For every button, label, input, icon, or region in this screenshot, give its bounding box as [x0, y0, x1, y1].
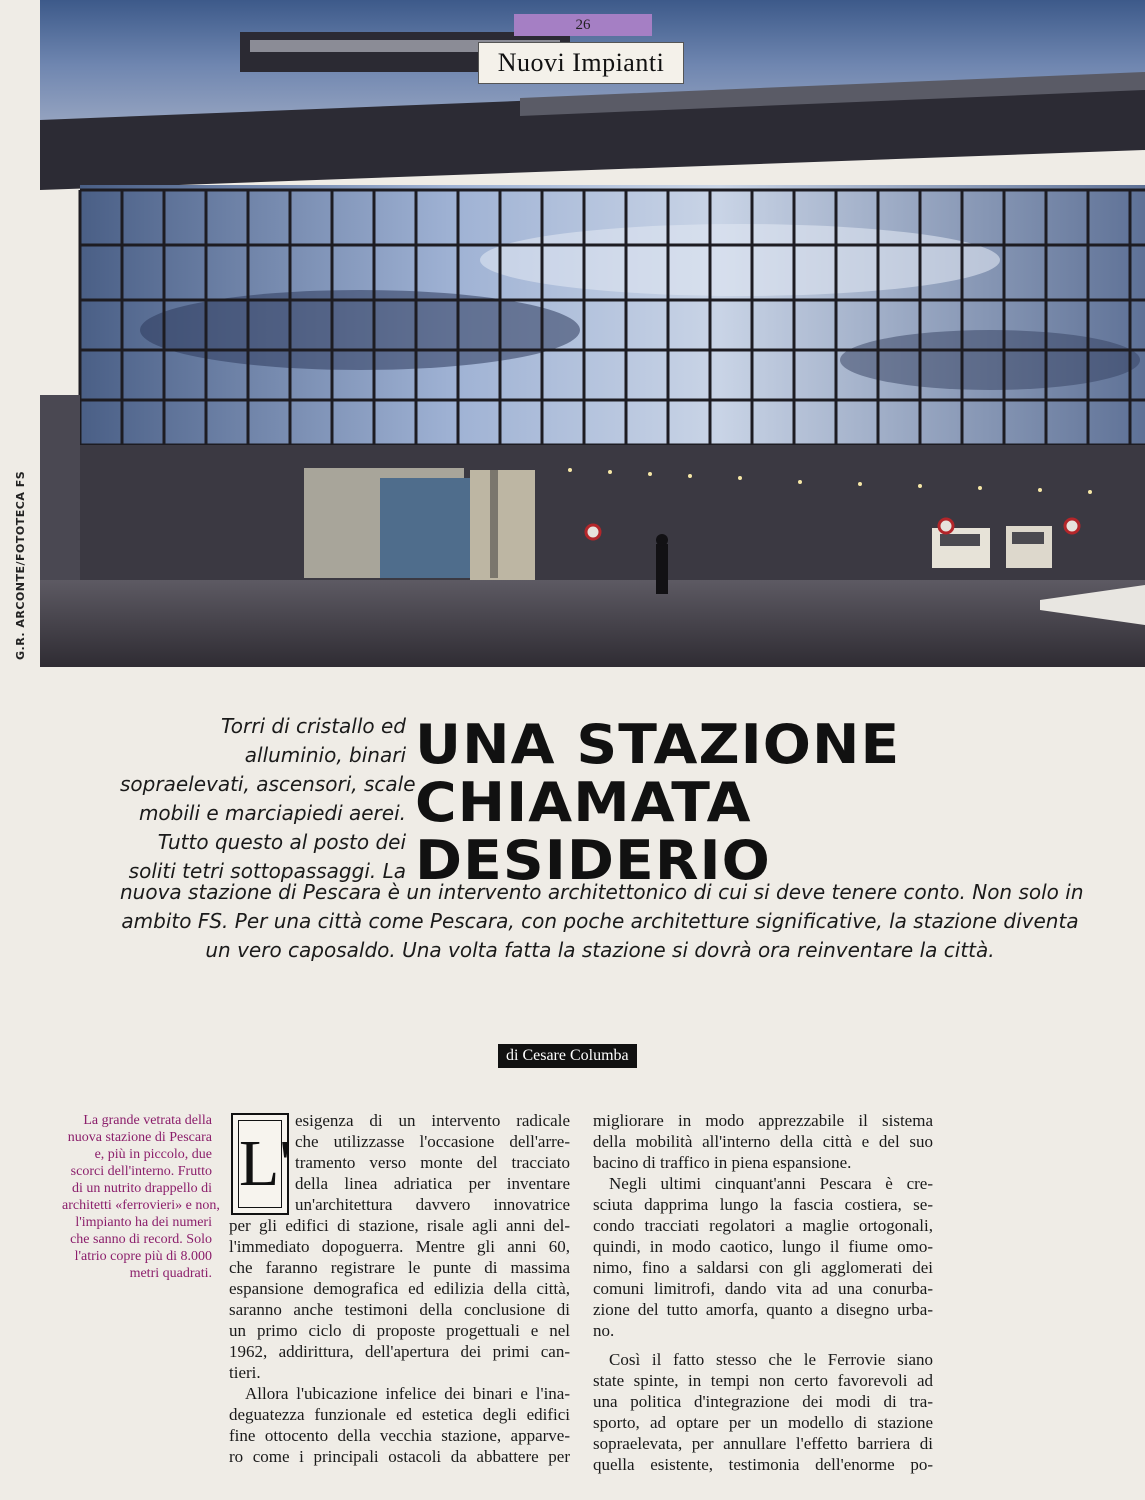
standfirst-line: nuova stazione di Pescara è un intervento architettonico di cui si deve tenere conto. Non solo in: [120, 880, 1084, 904]
photo-credit: G.R. ARCONTE/FOTOTECA FS: [14, 470, 27, 660]
standfirst-continuation: [120, 878, 1084, 965]
body-line: che faranno registrare le punte di massima: [229, 1258, 570, 1277]
body-line: state spinte, in tempi non certo favorevoli ad: [593, 1371, 933, 1390]
body-line: sciuta dapprima lungo la fascia costiera, se-: [593, 1195, 933, 1214]
body-line: comuni limitrofi, dando vita ad una conurba-: [593, 1279, 933, 1298]
headline: [415, 713, 901, 892]
caption-line: metri quadrati.: [129, 1266, 212, 1281]
body-line: una politica d'integrazione dei modi di tra-: [593, 1392, 933, 1411]
body-line: quindi, in modo caotico, lungo il fiume omo-: [593, 1237, 933, 1256]
body-line: condo tracciati regolatori a maglie ortogonali,: [593, 1216, 933, 1235]
body-line: saranno anche testimoni della conclusione di: [229, 1300, 570, 1319]
standfirst-line: un vero caposaldo. Una volta fatta la stazione si dovrà ora reinventare la città.: [205, 938, 995, 962]
body-column-2: [593, 1110, 933, 1475]
caption-line: La grande vetrata della: [83, 1113, 212, 1128]
body-line: tieri.: [229, 1363, 261, 1382]
standfirst-line: Torri di cristallo ed: [221, 714, 406, 738]
headline-line: CHIAMATA: [415, 771, 752, 834]
caption-line: che sanno di record. Solo: [70, 1232, 212, 1247]
body-line: no.: [593, 1321, 615, 1340]
body-line: un'architettura davvero innovatrice: [295, 1195, 570, 1214]
body-line: Negli ultimi cinquant'anni Pescara è cre-: [609, 1174, 933, 1193]
standfirst-line: alluminio, binari: [244, 743, 406, 767]
body-line: esigenza di un intervento radicale: [295, 1111, 570, 1130]
caption-line: scorci dell'interno. Frutto: [70, 1164, 212, 1179]
body-line: fine ottocento della vecchia stazione, apparve-: [229, 1426, 570, 1445]
body-column-1: [229, 1110, 570, 1467]
photo-caption: [62, 1112, 220, 1282]
standfirst-line: soliti tetri sottopassaggi. La: [128, 859, 406, 883]
caption-line: l'atrio copre più di 8.000: [74, 1249, 212, 1264]
standfirst-line: mobili e marciapiedi aerei.: [138, 801, 406, 825]
body-line: sporto, ad optare per un modello di stazione: [593, 1413, 933, 1432]
author-byline: di Cesare Columba: [498, 1044, 637, 1068]
body-line: ro come i principali ostacoli da abbattere per: [229, 1447, 570, 1466]
caption-line: nuova stazione di Pescara: [67, 1130, 212, 1145]
body-line: della mobilità all'interno della città e del suo: [593, 1132, 933, 1151]
body-line: 1962, addirittura, dell'apertura dei primi can-: [229, 1342, 570, 1361]
body-line: espansione demografica ed edilizia della città,: [229, 1279, 570, 1298]
standfirst-line: Tutto questo al posto dei: [157, 830, 406, 854]
body-line: nimo, fino a saldarsi con gli agglomerati dei: [593, 1258, 933, 1277]
body-line: che utilizzasse l'occasione dell'arre-: [295, 1132, 570, 1151]
body-line: per gli edifici di stazione, risale agli anni del-: [229, 1216, 570, 1235]
body-line: sopraelevata, per annullare l'effetto barriera di: [593, 1434, 933, 1453]
caption-line: di un nutrito drappello di: [72, 1181, 212, 1196]
body-line: quella esistente, testimonia dell'enorme po-: [593, 1455, 933, 1474]
body-line: un primo ciclo di proposte progettuali e nel: [229, 1321, 570, 1340]
drop-cap-letter: L': [238, 1120, 282, 1208]
body-line: zione del tutto amorfa, quanto a disegno urba-: [593, 1300, 933, 1319]
body-line: deguatezza funzionale ed estetica degli edifici: [229, 1405, 570, 1424]
station-photo: [40, 0, 1145, 667]
body-line: Così il fatto stesso che le Ferrovie siano: [609, 1350, 933, 1369]
body-line: bacino di traffico in piena espansione.: [593, 1153, 852, 1172]
caption-line: e, più in piccolo, due: [94, 1147, 212, 1162]
page-number: 26: [514, 14, 652, 36]
standfirst-line: sopraelevati, ascensori, scale: [120, 772, 416, 796]
standfirst-line: ambito FS. Per una città come Pescara, con poche architetture significative, la stazione diventa: [121, 909, 1079, 933]
headline-line: DESIDERIO: [415, 829, 771, 892]
body-line: Allora l'ubicazione infelice dei binari e l'ina-: [245, 1384, 570, 1403]
caption-line: architetti «ferrovieri» e non,: [62, 1198, 220, 1213]
caption-line: l'impianto ha dei numeri: [75, 1215, 212, 1230]
body-line: l'immediato dopoguerra. Mentre gli anni 60,: [229, 1237, 570, 1256]
section-title: Nuovi Impianti: [478, 42, 684, 84]
headline-line: UNA STAZIONE: [415, 713, 901, 776]
standfirst-lead: [120, 712, 416, 886]
body-line: tramento verso monte del tracciato: [295, 1153, 570, 1172]
body-line: della linea adriatica per inventare: [295, 1174, 570, 1193]
body-line: migliorare in modo apprezzabile il sistema: [593, 1111, 933, 1130]
